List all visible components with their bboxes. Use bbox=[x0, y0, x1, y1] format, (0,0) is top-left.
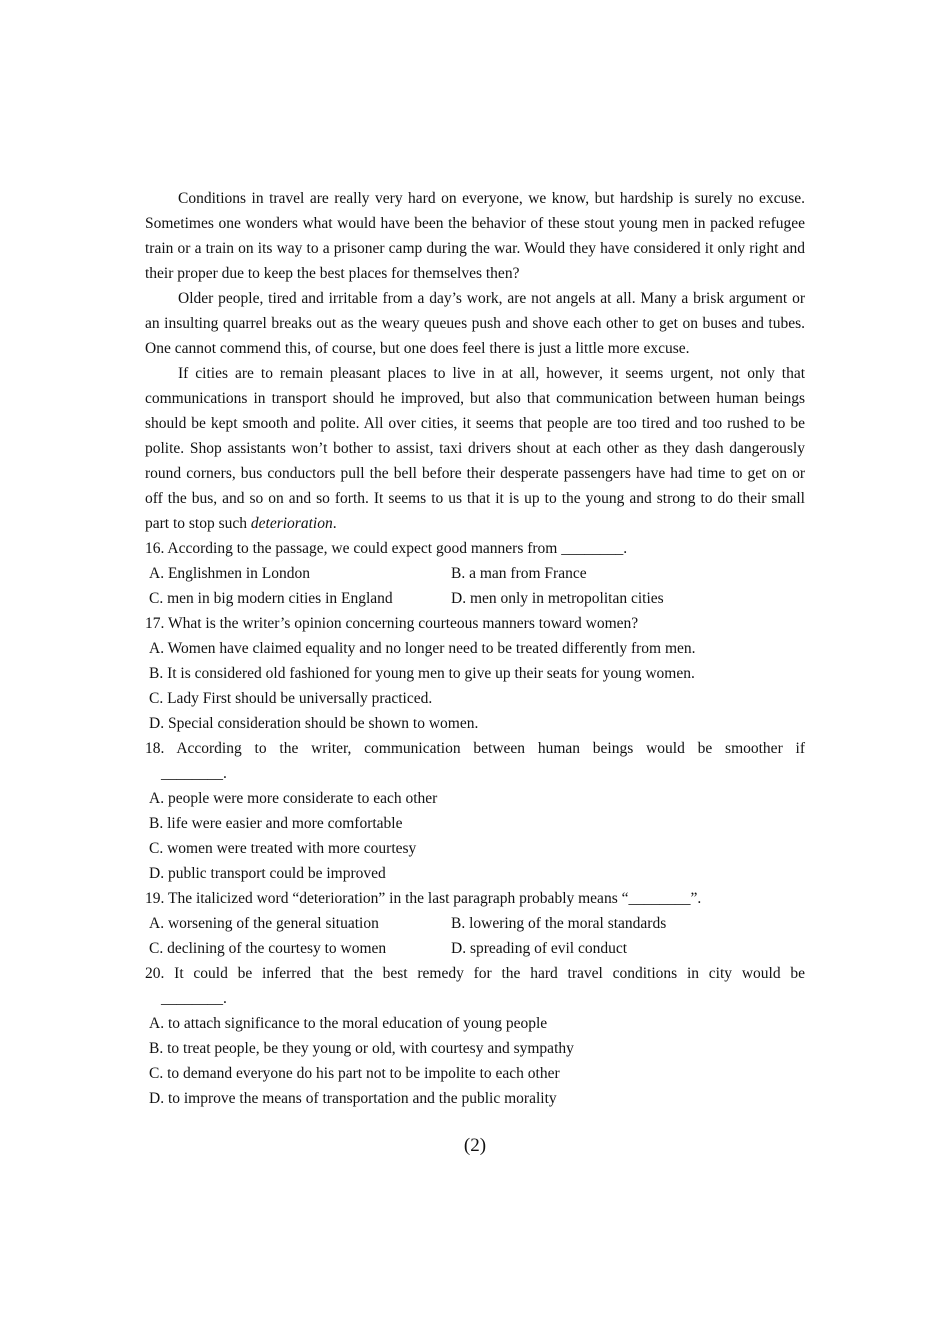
document-body bbox=[145, 186, 805, 1111]
question-18-option-b: B. life were easier and more comfortable bbox=[149, 815, 403, 832]
question-17-option-a: A. Women have claimed equality and no longer need to be treated differently from men. bbox=[149, 640, 696, 657]
question-16-stem: 16. According to the passage, we could expect good manners from ________. bbox=[145, 540, 628, 557]
passage-paragraph-3 bbox=[145, 361, 805, 536]
question-18-stem: 18. According to the writer, communication between human beings would be smoother if bbox=[145, 740, 805, 757]
question-17-stem: 17. What is the writer’s opinion concerning courteous manners toward women? bbox=[145, 615, 639, 632]
question-19-option-b: B. lowering of the moral standards bbox=[451, 915, 667, 932]
question-19-option-d: D. spreading of evil conduct bbox=[451, 940, 628, 957]
question-16-option-a: A. Englishmen in London bbox=[149, 565, 311, 582]
italic-word-deterioration: deterioration bbox=[250, 515, 333, 532]
passage-paragraph-3-text: If cities are to remain pleasant places to live in at all, however, it seems urgent, not only that communications in transport should he improved, but also that communication between human beings should be kept smooth and polite. All over cities, it seems that people are too tired and too rushed to be polite. Shop assistants won’t bother to assist, taxi drivers shout at each other as they dash dangerously round corners, bus conductors pull the bell before their desperate passengers have had time to get on or off the bus, and so on and so forth. It seems to us that it is up to the young and strong to do their small part to stop such bbox=[145, 365, 805, 532]
question-17-option-c: C. Lady First should be universally practiced. bbox=[149, 690, 433, 707]
question-16-option-c: C. men in big modern cities in England bbox=[149, 590, 393, 607]
question-19-option-c: C. declining of the courtesy to women bbox=[149, 940, 387, 957]
question-20-option-c: C. to demand everyone do his part not to be impolite to each other bbox=[149, 1065, 560, 1082]
question-17-option-b: B. It is considered old fashioned for young men to give up their seats for young women. bbox=[149, 665, 695, 682]
passage-paragraph-1: Conditions in travel are really very hard on everyone, we know, but hardship is surely no excuse. Sometimes one wonders what would have been the behavior of these stout young men in packed refugee train or a train on its way to a prisoner camp during the war. Would they have considered it only right and their proper due to keep the best places for themselves then? bbox=[145, 190, 805, 282]
question-18-option-a: A. people were more considerate to each other bbox=[149, 790, 438, 807]
question-16-options-row-2 bbox=[145, 586, 805, 611]
question-18-stem-blank: ________. bbox=[161, 765, 227, 782]
question-20-option-a: A. to attach significance to the moral education of young people bbox=[149, 1015, 548, 1032]
passage-paragraph-2: Older people, tired and irritable from a day’s work, are not angels at all. Many a brisk argument or an insulting quarrel breaks out as the weary queues push and shove each other to get on buses and tubes. One cannot commend this, of course, but one does feel there is just a little more excuse. bbox=[145, 290, 805, 357]
question-18-option-d: D. public transport could be improved bbox=[149, 865, 386, 882]
passage-paragraph-3-end: . bbox=[332, 515, 337, 532]
question-20-stem: 20. It could be inferred that the best remedy for the hard travel conditions in city would be bbox=[145, 965, 805, 982]
question-20-stem-blank: ________. bbox=[161, 990, 227, 1007]
question-18-option-c: C. women were treated with more courtesy bbox=[149, 840, 417, 857]
question-16-option-d: D. men only in metropolitan cities bbox=[451, 590, 664, 607]
question-19-option-a: A. worsening of the general situation bbox=[149, 915, 379, 932]
question-19-stem: 19. The italicized word “deterioration” in the last paragraph probably means “________”. bbox=[145, 890, 702, 907]
question-16-option-b: B. a man from France bbox=[451, 565, 587, 582]
question-20-option-b: B. to treat people, be they young or old, with courtesy and sympathy bbox=[149, 1040, 574, 1057]
question-20-option-d: D. to improve the means of transportation and the public morality bbox=[149, 1090, 557, 1107]
question-19-options-row-2 bbox=[145, 936, 805, 961]
question-17-option-d: D. Special consideration should be shown to women. bbox=[149, 715, 479, 732]
question-16-options-row-1 bbox=[145, 561, 805, 586]
question-19-options-row-1 bbox=[145, 911, 805, 936]
page-number: (2) bbox=[463, 1135, 487, 1156]
